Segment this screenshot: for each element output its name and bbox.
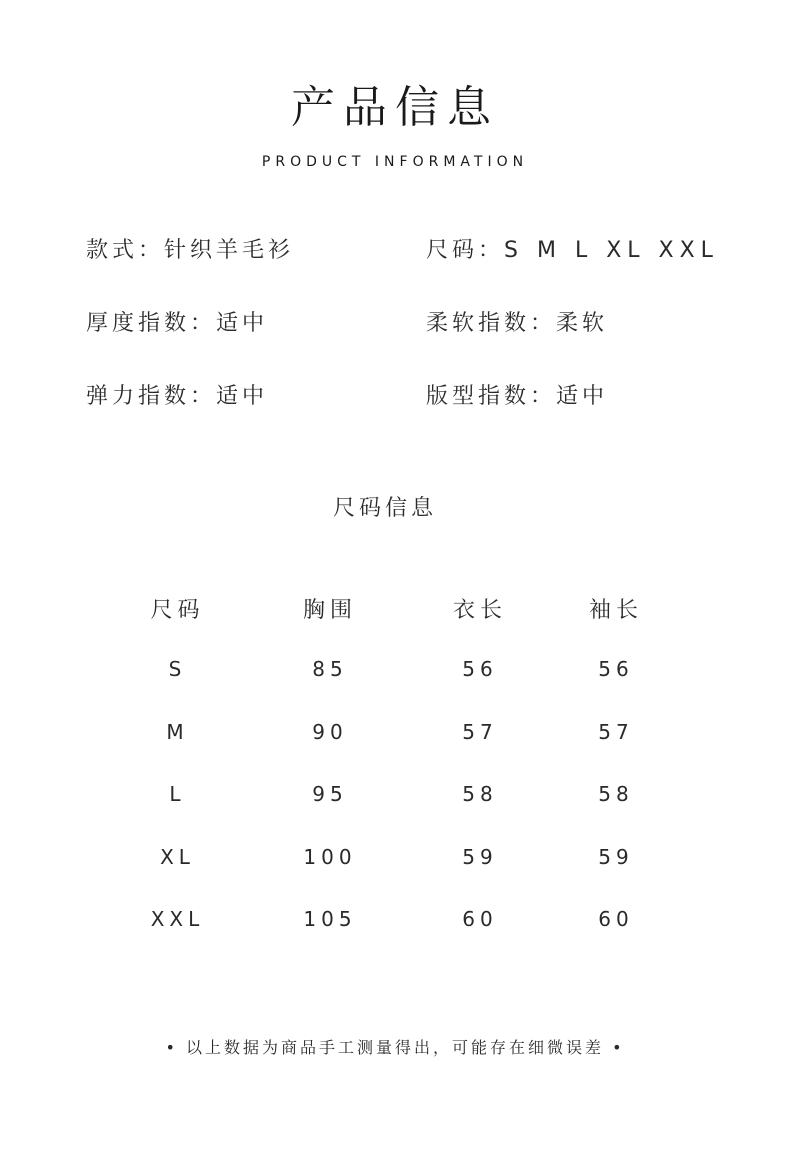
cell-length: 58 bbox=[462, 782, 498, 807]
cell-size: XXL bbox=[150, 907, 205, 932]
attr-thickness bbox=[86, 309, 268, 339]
table-row bbox=[100, 638, 677, 701]
cell-length: 59 bbox=[462, 844, 498, 869]
cell-sleeve: 58 bbox=[598, 782, 634, 807]
attr-style bbox=[86, 236, 294, 266]
cell-sleeve: 56 bbox=[598, 657, 634, 682]
column-header-length: 衣长 bbox=[452, 597, 507, 623]
cell-chest: 100 bbox=[303, 844, 357, 869]
table-row bbox=[100, 701, 677, 764]
cell-sleeve: 57 bbox=[598, 719, 634, 744]
page-subtitle: PRODUCT INFORMATION bbox=[261, 154, 529, 170]
cell-sleeve: 59 bbox=[598, 844, 634, 869]
cell-size: XL bbox=[160, 844, 195, 869]
cell-size: S bbox=[168, 657, 187, 682]
cell-chest: 90 bbox=[312, 719, 348, 744]
attr-sizes-label: 尺码： bbox=[426, 238, 505, 263]
cell-sleeve: 60 bbox=[598, 907, 634, 932]
column-header-sleeve: 袖长 bbox=[588, 597, 643, 623]
page-title: 产品信息 bbox=[291, 82, 499, 133]
attr-style-label: 款式： bbox=[86, 238, 165, 263]
column-header-chest: 胸围 bbox=[302, 597, 357, 623]
attr-softness-label: 柔软指数： bbox=[426, 311, 557, 336]
attr-thickness-label: 厚度指数： bbox=[86, 311, 217, 336]
column-header-size: 尺码 bbox=[150, 597, 205, 623]
attr-elasticity-value: 适中 bbox=[216, 384, 269, 409]
size-section-title: 尺码信息 bbox=[332, 496, 437, 521]
cell-chest: 95 bbox=[312, 782, 348, 807]
attr-fit-label: 版型指数： bbox=[426, 384, 557, 409]
attr-elasticity bbox=[86, 382, 268, 412]
table-row bbox=[100, 888, 677, 951]
attr-fit bbox=[426, 382, 608, 412]
attr-softness-value: 柔软 bbox=[556, 311, 609, 336]
attr-fit-value: 适中 bbox=[556, 384, 609, 409]
cell-chest: 85 bbox=[312, 657, 348, 682]
cell-length: 60 bbox=[462, 907, 498, 932]
size-table-header-row bbox=[100, 578, 677, 638]
attr-sizes bbox=[426, 236, 719, 266]
size-table bbox=[100, 578, 677, 951]
cell-size: M bbox=[166, 719, 189, 744]
attr-softness bbox=[426, 309, 608, 339]
cell-size: L bbox=[169, 782, 186, 807]
attr-style-value: 针织羊毛衫 bbox=[164, 238, 295, 263]
table-row bbox=[100, 826, 677, 889]
attr-sizes-value: S M L XL XXL bbox=[504, 238, 719, 263]
cell-length: 56 bbox=[462, 657, 498, 682]
cell-chest: 105 bbox=[303, 907, 357, 932]
table-row bbox=[100, 763, 677, 826]
measurement-footnote: • 以上数据为商品手工测量得出，可能存在细微误差 • bbox=[165, 1038, 625, 1057]
attr-thickness-value: 适中 bbox=[216, 311, 269, 336]
attr-elasticity-label: 弹力指数： bbox=[86, 384, 217, 409]
cell-length: 57 bbox=[462, 719, 498, 744]
